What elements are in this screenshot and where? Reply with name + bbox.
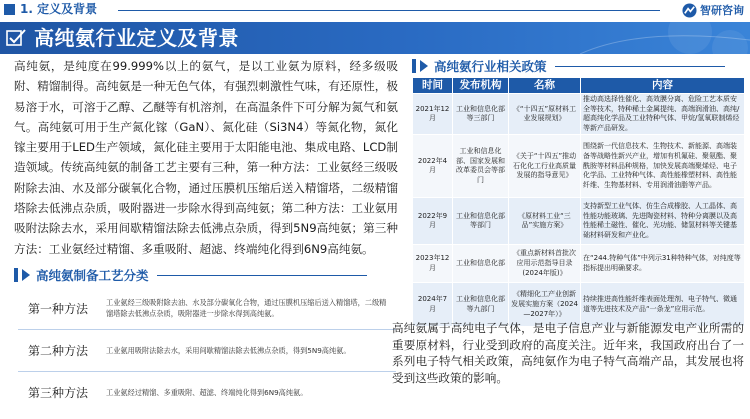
title-band bbox=[0, 22, 750, 54]
method-name: 第一种方法 bbox=[28, 301, 89, 316]
column-header-name: 名称 bbox=[509, 78, 581, 94]
method-desc: 工业氨经三级吸附除去油、水及部分碳氧化合物，通过压膜机压缩后送入精馏塔，二级精馏塔除去低沸点杂质，吸附器进一步除水得到高纯氨。 bbox=[106, 298, 387, 318]
cell-name: 《精细化工产业创新发展实施方案（2024—2027年）》 bbox=[509, 283, 581, 327]
cell-content: 推动高选择性催化、高效膜分离、危险工艺本质安全等技术，特种稀土金属提纯、高端润滑油、高纯/超高纯化学品及工业特种气体、甲烷/氢氧联制烯烃等新产品研发。 bbox=[581, 94, 745, 135]
intro-paragraph: 高纯氨，是纯度在99.999%以上的氨气，是以工业氨为原料，经多级吸附、精馏制得。高纯氨是一种无色气体，有强烈刺激性气味，有还原性，极易溶于水，可溶于乙醇、乙醚等有机溶剂，在高温条件下可分解为氮气和氨气。高纯氨可用于生产氮化镓（GaN）、氮化硅（Si3N4）等氮化物，氮化镓主要用于LED生产领域，氮化硅主要用于太阳能电池、集成电路、LCD制造领域。传统高纯氨的制备工艺主要有三种，第一种方法：工业氨经三级吸附除去油、水及部分碳氧化合物，通过压膜机压缩后送入精馏塔，二级精馏塔除去低沸点杂质，吸附器进一步除水得到高纯氨；第二种方法：工业氨用吸附法除去水，采用间歇精馏法除去低沸点杂质，得到5N9高纯氨；第三种方法：工业氨经过精馏、多重吸附、超滤、终端纯化得到6N9高纯氨。 bbox=[14, 59, 398, 256]
page-title: 高纯氨行业定义及背景 bbox=[34, 26, 239, 50]
cell-content: 支持新型工业气体、仿生合成橡胶、人工晶体、高性能功能玻璃、先进陶瓷材料、特种分离膜以及高性能稀土磁性、催化、光功能、储氢材料等关键基础材料研发和产业化。 bbox=[581, 198, 745, 245]
cell-content: 持续推进高性能纤维表面处理剂、电子特气、微通道等先进技术及产品“一条龙”应用示范。 bbox=[581, 283, 745, 327]
cell-name: 《原材料工业“三品”实施方案》 bbox=[509, 198, 581, 245]
method-item bbox=[18, 376, 396, 408]
policy-table bbox=[412, 77, 745, 327]
process-heading bbox=[14, 265, 398, 285]
column-header-time: 时间 bbox=[413, 78, 453, 94]
cell-time: 2024年7月 bbox=[413, 283, 453, 327]
brand-logo-icon bbox=[682, 3, 697, 18]
cell-content: 围绕新一代信息技术、生物技术、新能源、高端装备等战略性新兴产业，增加有机氟硅、聚氨酯、聚酰胺等材料品种规格，加快发展高端聚烯烃、电子化学品、工业特种气体、高性能橡塑材料、高性能纤维、生物基材料、专用润滑油脂等产品。 bbox=[581, 135, 745, 198]
policy-heading bbox=[412, 56, 744, 76]
column-header-content: 内容 bbox=[581, 78, 745, 94]
method-divider bbox=[18, 371, 396, 372]
cell-time: 2022年4月 bbox=[413, 135, 453, 198]
checkmark-icon bbox=[6, 29, 26, 47]
method-desc: 工业氨经过精馏、多重吸附、超滤、终端纯化得到6N9高纯氨。 bbox=[106, 387, 308, 397]
heading-bar bbox=[14, 268, 18, 282]
heading-divider bbox=[157, 275, 367, 276]
method-name: 第三种方法 bbox=[28, 385, 89, 400]
method-name: 第二种方法 bbox=[28, 343, 89, 358]
section-label: 1. 定义及背景 bbox=[20, 2, 98, 16]
cell-name: 《“十四五”原材料工业发展规划》 bbox=[509, 94, 581, 135]
cell-time: 2021年12月 bbox=[413, 94, 453, 135]
table-row bbox=[413, 245, 745, 283]
cell-name: 《重点新材料首批次应用示范指导目录(2024年版)》 bbox=[509, 245, 581, 283]
methods-list bbox=[18, 290, 396, 414]
top-divider bbox=[118, 10, 660, 11]
cell-name: 《关于“十四五”推动石化化工行业高质量发展的指导意见》 bbox=[509, 135, 581, 198]
cell-org: 工业和信息化部 bbox=[453, 245, 509, 283]
cell-org: 工业和信息化部、国家发展和改革委员会等部门 bbox=[453, 135, 509, 198]
brand-name: 智研咨询 bbox=[700, 4, 744, 17]
method-desc: 工业氨用吸附法除去水，采用间歇精馏法除去低沸点杂质，得到5N9高纯氨。 bbox=[106, 345, 351, 355]
method-item bbox=[18, 334, 396, 366]
table-row bbox=[413, 135, 745, 198]
column-header-org: 发布机构 bbox=[453, 78, 509, 94]
cell-content: 在“244.特种气体”中列示31种特种气体，对纯度等指标提出明确要求。 bbox=[581, 245, 745, 283]
table-header-row bbox=[413, 78, 745, 94]
cell-time: 2023年12月 bbox=[413, 245, 453, 283]
method-item bbox=[18, 292, 396, 324]
cell-org: 工业和信息化部等九部门 bbox=[453, 283, 509, 327]
process-heading-text: 高纯氨制备工艺分类 bbox=[36, 268, 149, 283]
policy-heading-text: 高纯氨行业相关政策 bbox=[434, 59, 547, 74]
cell-time: 2022年9月 bbox=[413, 198, 453, 245]
arrow-marker-icon bbox=[22, 269, 30, 281]
table-row bbox=[413, 198, 745, 245]
title-decoration bbox=[540, 22, 750, 54]
summary-paragraph: 高纯氨属于高纯电子气体，是电子信息产业与新能源发电产业所需的重要原材料，行业受到政府的高度关注。近年来，我国政府出台了一系列电子特气相关政策，高纯氨作为电子特气高端产品，其发展也将受到这些政策的影响。 bbox=[392, 321, 744, 385]
heading-divider bbox=[555, 66, 725, 67]
heading-bar bbox=[412, 59, 416, 73]
top-bar bbox=[0, 0, 750, 20]
brand bbox=[682, 2, 744, 18]
table-row bbox=[413, 94, 745, 135]
square-marker-icon bbox=[4, 4, 15, 15]
cell-org: 工业和信息化部等部门 bbox=[453, 198, 509, 245]
method-divider bbox=[18, 329, 396, 330]
arrow-marker-icon bbox=[420, 60, 428, 72]
cell-org: 工业和信息化部等三部门 bbox=[453, 94, 509, 135]
